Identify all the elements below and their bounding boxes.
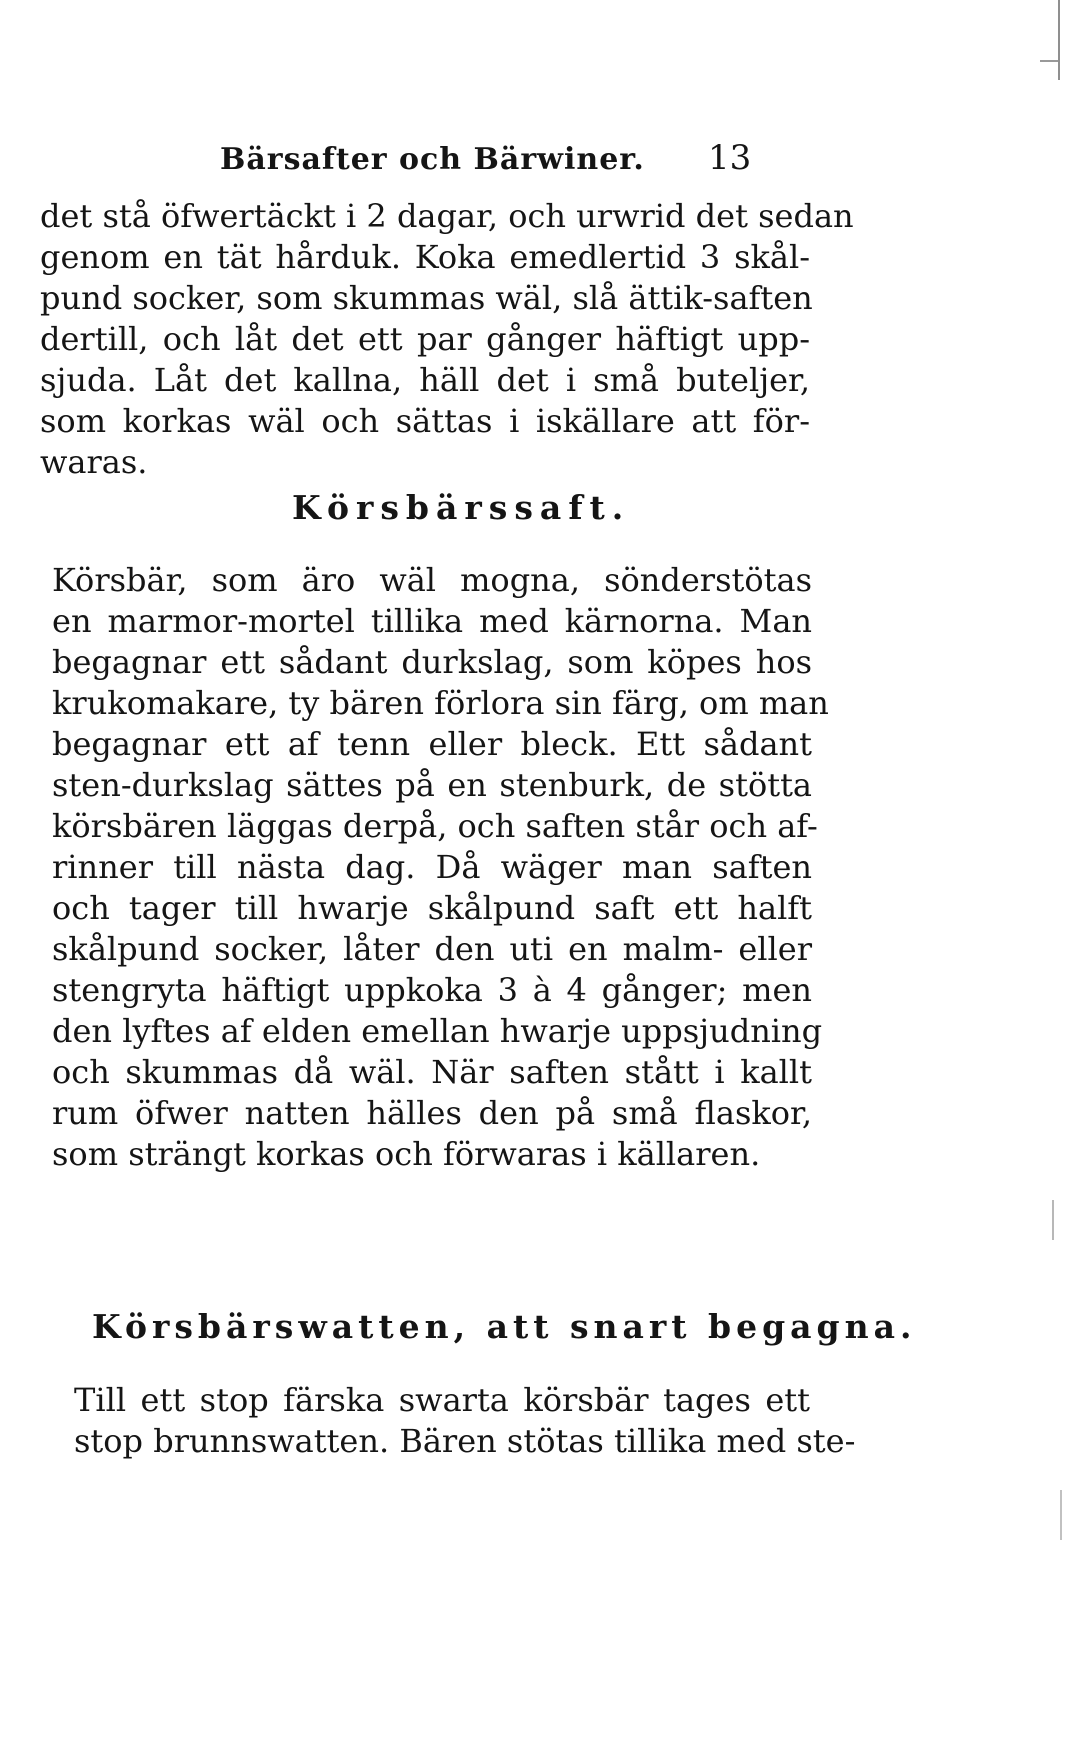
paragraph-korsbarssaft xyxy=(52,560,829,1175)
text-line: krukomakare, ty bären förlora sin färg, om man xyxy=(52,684,829,722)
text-line: en marmor-mortel tillika med kärnorna. Man xyxy=(52,602,812,640)
text-line: begagnar ett af tenn eller bleck. Ett sådant xyxy=(52,725,812,763)
text-line: och tager till hwarje skålpund saft ett halft xyxy=(52,889,812,927)
margin-mark xyxy=(1040,60,1058,62)
text-line: det stå öfwertäckt i 2 dagar, och urwrid det sedan xyxy=(40,197,854,235)
paragraph-korsbarswatten xyxy=(74,1380,856,1462)
margin-mark xyxy=(1060,1490,1062,1540)
section-heading-korsbarssaft: Körsbärssaft. xyxy=(292,488,631,527)
running-title: Bärsafter och Bärwiner. xyxy=(220,142,645,177)
section-heading-korsbarswatten: Körsbärswatten, att snart begagna. xyxy=(92,1307,917,1346)
margin-mark xyxy=(1058,0,1060,80)
text-line: genom en tät hårduk. Koka emedlertid 3 skål- xyxy=(40,238,810,276)
text-line: pund socker, som skummas wäl, slå ättik-saften xyxy=(40,279,813,317)
page-number: 13 xyxy=(708,138,752,178)
text-line: begagnar ett sådant durkslag, som köpes hos xyxy=(52,643,812,681)
text-line: som strängt korkas och förwaras i källaren. xyxy=(52,1135,761,1173)
text-line: dertill, och låt det ett par gånger häftigt upp- xyxy=(40,320,810,358)
text-line: Till ett stop färska swarta körsbär tages ett xyxy=(74,1381,810,1419)
text-line: körsbären läggas derpå, och saften står och af- xyxy=(52,807,818,845)
text-line: den lyftes af elden emellan hwarje uppsjudning xyxy=(52,1012,823,1050)
text-line: och skummas då wäl. När saften stått i kallt xyxy=(52,1053,812,1091)
paragraph-continuation xyxy=(40,196,854,483)
text-line: rinner till nästa dag. Då wäger man saften xyxy=(52,848,812,886)
text-line: rum öfwer natten hälles den på små flaskor, xyxy=(52,1094,812,1132)
text-line: waras. xyxy=(40,443,148,481)
text-line: sten-durkslag sättes på en stenburk, de stötta xyxy=(52,766,812,804)
text-line: stengryta häftigt uppkoka 3 à 4 gånger; men xyxy=(52,971,812,1009)
text-line: sjuda. Låt det kallna, häll det i små buteljer, xyxy=(40,361,810,399)
text-line: Körsbär, som äro wäl mogna, sönderstötas xyxy=(52,561,812,599)
text-line: skålpund socker, låter den uti en malm- eller xyxy=(52,930,812,968)
margin-mark xyxy=(1052,1200,1054,1240)
text-line: som korkas wäl och sättas i iskällare att för- xyxy=(40,402,810,440)
text-line: stop brunnswatten. Bären stötas tillika med ste- xyxy=(74,1422,856,1460)
